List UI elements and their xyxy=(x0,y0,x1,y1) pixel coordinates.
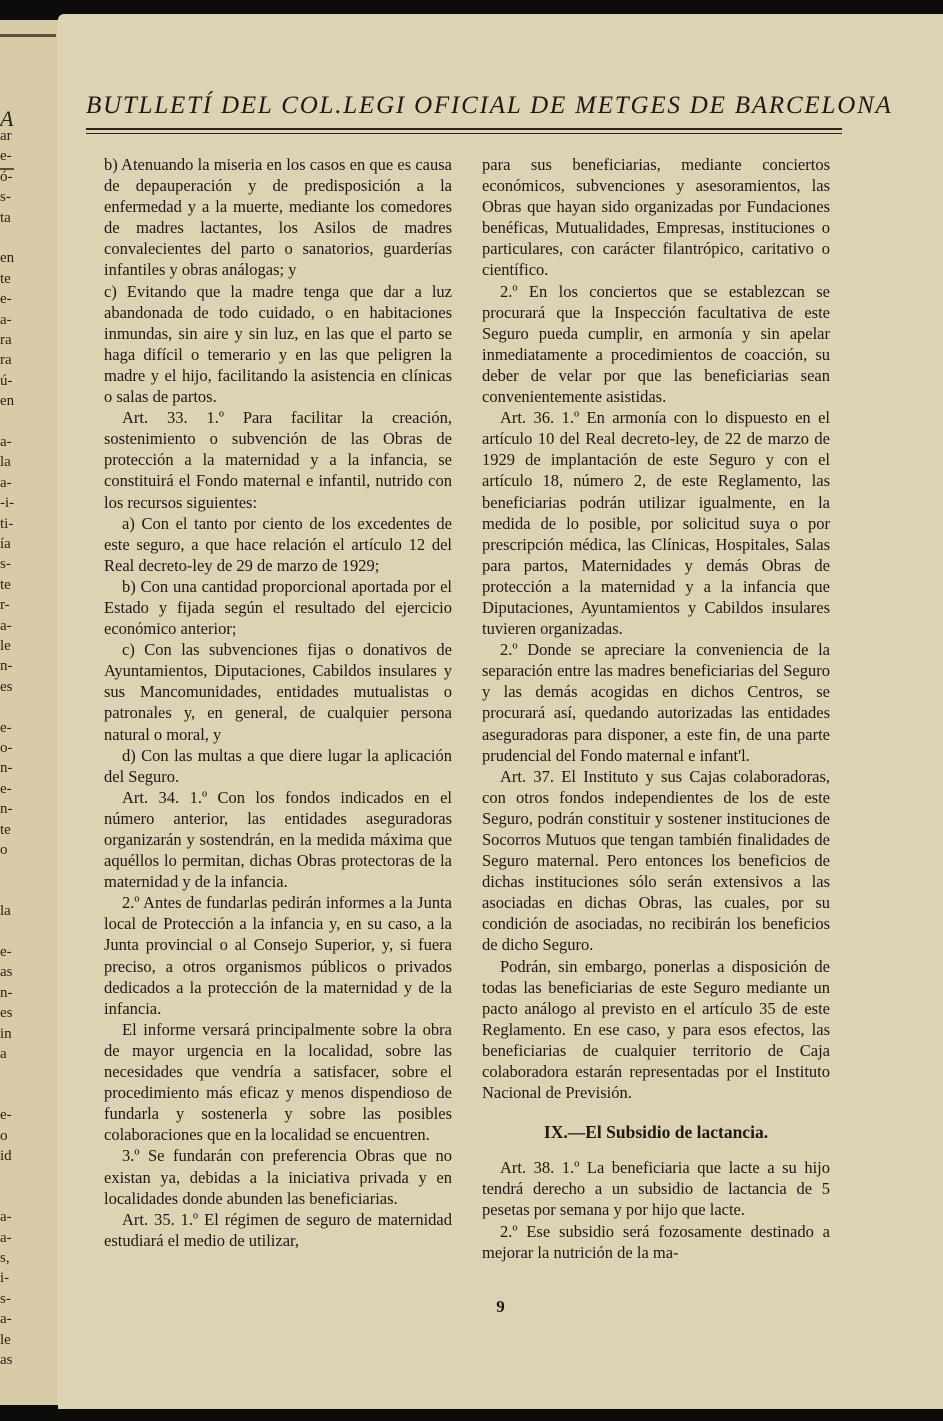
adjacent-text-fragment: le xyxy=(0,1331,11,1348)
adjacent-text-fragment: en xyxy=(0,250,15,267)
journal-header: BUTLLETÍ DEL COL.LEGI OFICIAL DE METGES DE BARCELONA xyxy=(86,92,893,119)
adjacent-text-fragment: s- xyxy=(0,1290,11,1307)
adjacent-text-fragment: la xyxy=(0,454,11,471)
paragraph: Art. 34. 1.º Con los fondos indicados en el número anterior, las entidades aseguradoras organizarán y sostendrán, en la medida máxima que aquéllos lo permitan, dichas Obras protectoras de la maternidad y de la infancia. xyxy=(104,787,452,892)
adjacent-text-fragment: id xyxy=(0,1148,12,1164)
adjacent-text-fragment: e- xyxy=(0,148,12,165)
section-heading: IX.—El Subsidio de lactancia. xyxy=(543,1122,769,1143)
paragraph: c) Evitando que la madre tenga que dar a luz abandonada de todo cuidado, o en habitaciones inmundas, sin aire y sin luz, en las que el parto se haga difícil o temerario y en las que peligren la madre y el hijo, facilitando la asistencia en clínicas o salas de partos. xyxy=(104,281,452,407)
paragraph: Art. 37. El Instituto y sus Cajas colaboradoras, con otros fondos independientes de los de este Seguro, podrán constituir y sostener instituciones de Socorros Mutuos que tengan también finalidades de Seguro maternal. Pero entonces los beneficios de dichas instituciones sólo serán extensivos a las asociadas en dichas Obras, las cuales, por su condición de asociadas, no recibirán los beneficios de dicho Seguro. xyxy=(482,766,830,955)
header-rule-thin xyxy=(86,133,842,134)
adjacent-text-fragment: a- xyxy=(0,474,12,491)
left-column xyxy=(104,154,452,1251)
adjacent-text-fragment: n- xyxy=(0,658,13,675)
paragraph: Art. 38. 1.º La beneficiaria que lacte a su hijo tendrá derecho a un subsidio de lactancia de 5 pesetas por semana y por hijo que lacte. xyxy=(482,1158,830,1220)
page-number: 9 xyxy=(496,1297,505,1316)
adjacent-text-fragment: s, xyxy=(0,1250,10,1266)
adjacent-text-fragment: i- xyxy=(0,1270,10,1287)
adjacent-text-fragment: a- xyxy=(0,311,12,328)
adjacent-text-fragment: la xyxy=(0,903,11,920)
adjacent-text-fragment: A xyxy=(0,106,14,131)
adjacent-text-fragment: -i- xyxy=(0,495,15,512)
paragraph: Art. 35. 1.º El régimen de seguro de maternidad estudiará el medio de utilizar, xyxy=(104,1209,452,1250)
adjacent-text-fragment: a- xyxy=(0,617,12,634)
paragraph: Art. 36. 1.º En armonía con lo dispuesto en el artículo 10 del Real decreto-ley, de 22 de marzo de 1929 de implantación de este Seguro y con el artículo 18, número 2, de este Reglamento, las beneficiarias podrán utilizar igualmente, en la medida de lo posible, por solicitud suya o por prescripción médica, las Clínicas, Hospitales, Salas para partos, Maternidades y demás Obras de protección a la maternidad y a la infancia que Diputaciones, Ayuntamientos y Cabildos insulares tuvieren organizadas. xyxy=(482,408,830,639)
adjacent-text-fragment: a- xyxy=(0,1229,12,1246)
adjacent-text-fragment: in xyxy=(0,1025,12,1042)
adjacent-text-fragment: e- xyxy=(0,944,12,960)
adjacent-text-fragment: o- xyxy=(0,740,13,756)
adjacent-page-rule xyxy=(0,34,56,37)
adjacent-text-fragment: ra xyxy=(0,332,12,348)
adjacent-text-fragment: es xyxy=(0,1005,13,1022)
adjacent-text-fragment: as xyxy=(0,964,13,981)
adjacent-text-fragment: te xyxy=(0,576,11,593)
paragraph: d) Con las multas a que diere lugar la aplicación del Seguro. xyxy=(104,745,452,786)
adjacent-text-fragment: a- xyxy=(0,1311,12,1328)
paragraph: El informe versará principalmente sobre la obra de mayor urgencia en la localidad, sobre las necesidades que vendría a satisfacer, sobre el procedimiento más eficaz y menos dispendioso de fundarla y sostenerla y sobre las posibles colaboraciones que en la localidad se encuentren. xyxy=(104,1019,452,1145)
header-rule-thick xyxy=(86,128,842,130)
adjacent-text-fragment: n- xyxy=(0,984,13,1001)
paragraph: 3.º Se fundarán con preferencia Obras que no existan ya, debidas a la iniciativa privada y en localidades donde abunden las beneficiarias. xyxy=(104,1146,452,1208)
paragraph: c) Con las subvenciones fijas o donativos de Ayuntamientos, Diputaciones, Cabildos insulares y sus Mancomunidades, entidades mutualistas o patronales y, en general, de cualquier persona natural o moral, y xyxy=(104,640,452,744)
adjacent-text-fragment: ra xyxy=(0,352,12,369)
paragraph: para sus beneficiarias, mediante conciertos económicos, subvenciones y asesoramientos, las Obras que hayan sido organizadas por Fundaciones benéficas, Mutualidades, Empresas, instituciones o particulares, con carácter filantrópico, caritativo o científico. xyxy=(482,155,830,280)
adjacent-text-fragment: o xyxy=(0,842,8,858)
adjacent-text-fragment: ú- xyxy=(0,372,13,389)
paragraph: b) Con una cantidad proporcional aportada por el Estado y fijada según el resultado del ejercicio económico anterior; xyxy=(104,576,452,639)
adjacent-text-fragment: a- xyxy=(0,1209,12,1226)
right-column xyxy=(482,154,830,1263)
adjacent-page-edge xyxy=(0,20,58,1405)
paragraph: 2.º Ese subsidio será fozosamente destinado a mejorar la nutrición de la ma- xyxy=(482,1221,830,1262)
paragraph: Podrán, sin embargo, ponerlas a disposición de todas las beneficiarias de este Seguro mediante un pacto análogo al previsto en el artículo 35 de este Reglamento. En ese caso, y para esos efectos, las beneficiarias de cualquier territorio de Caja colaboradora estarán representadas por el Instituto Nacional de Previsión. xyxy=(482,956,830,1103)
paragraph: b) Atenuando la miseria en los casos en que es causa de depauperación y de predisposición a la enfermedad y a la muerte, mediante los comedores de madres lactantes, los Asilos de madres convalecientes del parto o sanatorios, guarderías infantiles y obras análogas; y xyxy=(104,155,452,280)
paragraph: Art. 33. 1.º Para facilitar la creación, sostenimiento o subvención de las Obras de protección a la maternidad y a la infancia, se constituirá el Fondo maternal e infantil, nutrido con los recursos siguientes: xyxy=(104,408,452,512)
adjacent-text-fragment: e- xyxy=(0,1107,12,1124)
adjacent-text-fragment: e- xyxy=(0,291,12,308)
adjacent-text-fragment: ti- xyxy=(0,515,14,532)
adjacent-text-fragment: o xyxy=(0,1127,8,1144)
adjacent-text-fragment: r- xyxy=(0,597,10,614)
adjacent-text-fragment: en xyxy=(0,393,15,410)
adjacent-text-fragment: ía xyxy=(0,536,11,552)
adjacent-text-fragment: as xyxy=(0,1352,13,1368)
adjacent-text-fragment: te xyxy=(0,821,11,838)
adjacent-text-fragment: n- xyxy=(0,801,13,818)
paragraph: 2.º En los conciertos que se establezcan se procurará que la Inspección facultativa de este Seguro pueda cumplir, en armonía y sin apelar inmediatamente a procedimientos de coacción, su deber de velar por que las beneficiarias sean convenientemente asistidas. xyxy=(482,281,830,407)
adjacent-text-fragment: e- xyxy=(0,719,12,736)
adjacent-text-fragment: a xyxy=(0,1046,7,1062)
adjacent-text-fragment: le xyxy=(0,638,11,654)
adjacent-text-fragment: a- xyxy=(0,434,12,450)
adjacent-text-fragment: ó- xyxy=(0,168,13,185)
adjacent-text-fragment: n- xyxy=(0,760,13,777)
adjacent-text-fragment: ar xyxy=(0,128,12,144)
adjacent-text-fragment: ta xyxy=(0,209,11,226)
adjacent-text-fragment: s- xyxy=(0,556,11,573)
document-page xyxy=(58,14,943,1409)
adjacent-text-fragment: te xyxy=(0,270,11,287)
paragraph: 2.º Donde se apreciare la conveniencia de la separación entre las madres beneficiarias del Seguro y las demás acogidas en dichos Centros, se procurará así, quedando autorizadas las entidades aseguradoras para disponer, a este fin, de una parte prudencial del Fondo maternal e infant'l. xyxy=(482,640,830,765)
adjacent-text-fragment: s- xyxy=(0,189,11,206)
adjacent-text-fragment: es xyxy=(0,678,13,695)
adjacent-text-fragment: e- xyxy=(0,780,12,797)
paragraph: 2.º Antes de fundarlas pedirán informes a la Junta local de Protección a la infancia y, en su caso, a la Junta provincial o al Consejo Superior, y, si fuera preciso, a otros organismos públicos o privados dedicados a la protección de la maternidad y de la infancia. xyxy=(104,893,452,1018)
paragraph: a) Con el tanto por ciento de los excedentes de este seguro, a que hace relación el artículo 12 del Real decreto-ley de 29 de marzo de 1929; xyxy=(104,513,452,575)
